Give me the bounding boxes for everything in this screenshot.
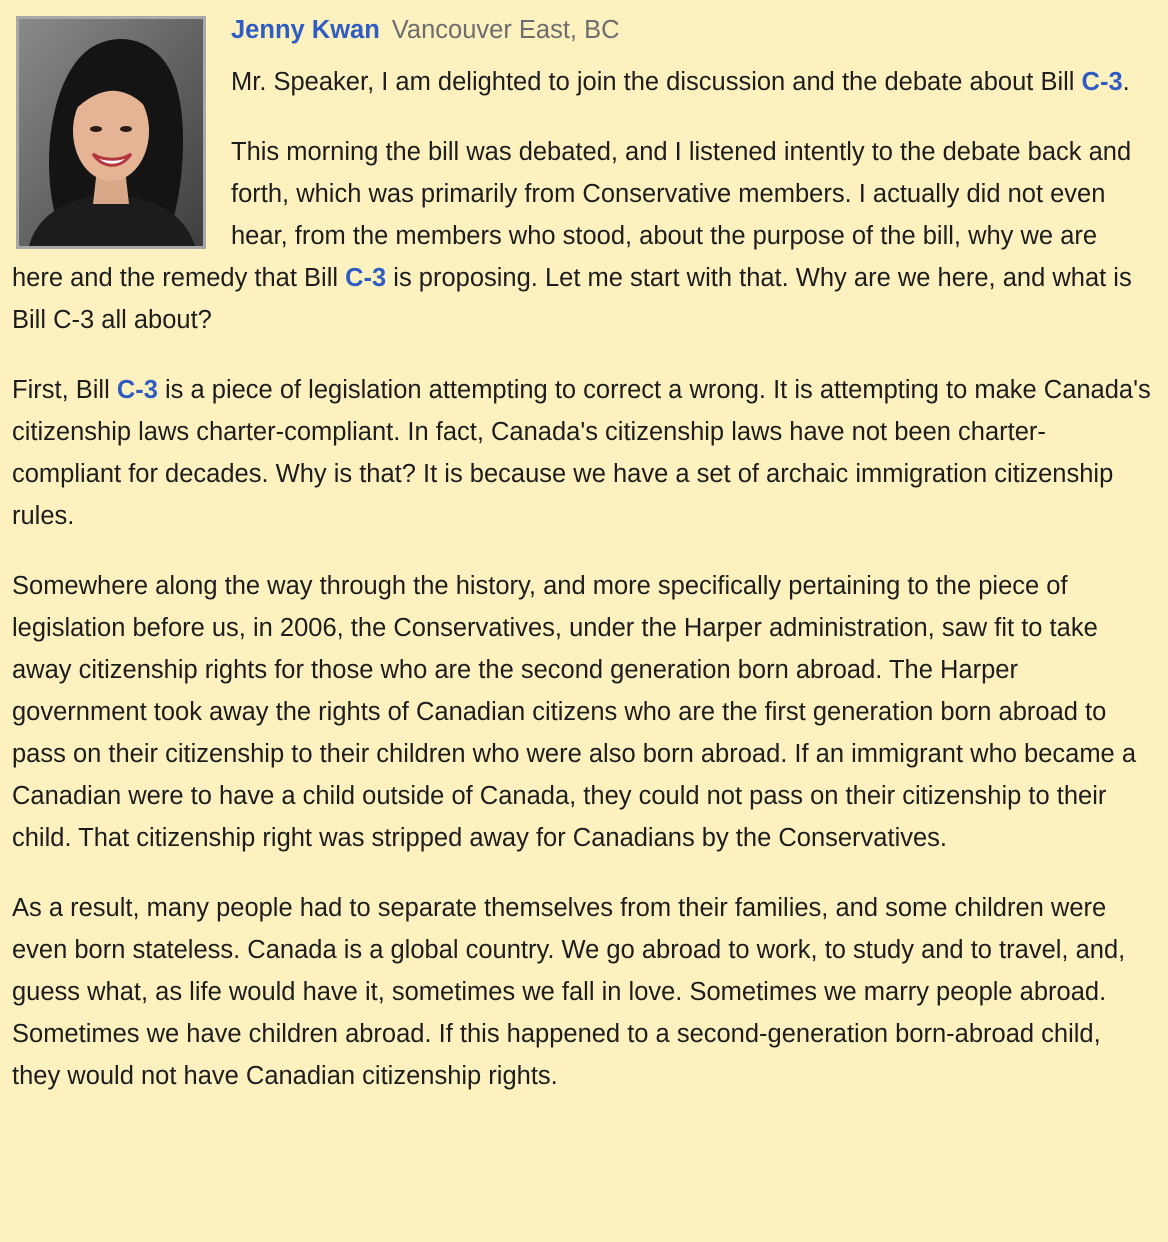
speaker-photo[interactable] [16, 16, 206, 249]
paragraph-text: First, Bill [12, 376, 117, 404]
paragraph-text: Mr. Speaker, I am delighted to join the discussion and the debate about Bill [231, 68, 1082, 96]
paragraph-5: As a result, many people had to separate themselves from their families, and some children were even born stateless. Canada is a global country. We go abroad to work, to study and to travel, and, guess what, as life would have it, sometimes we fall in love. Sometimes we marry people abroad. Sometimes we have children abroad. If this happened to a second-generation born-abroad child, they would not have Canadian citizenship rights. [12, 894, 1126, 1090]
bill-c3-link[interactable]: C-3 [1081, 68, 1123, 96]
speaker-riding: Vancouver East, BC [391, 16, 620, 44]
paragraph-text: This morning the bill was debated, and I listened intently to the debate back and forth, which was primarily from Conservative members. I actually did not even hear, from the members who stood, about the purpose of the bill, why we are here and the remedy that Bill [12, 138, 1132, 292]
paragraph-text: is proposing. Let me start with that. Why are we here, and what is Bill C-3 all about? [12, 264, 1132, 334]
speaker-name-link[interactable]: Jenny Kwan [231, 16, 380, 44]
bill-c3-link[interactable]: C-3 [345, 264, 387, 292]
paragraph-text: . [1122, 68, 1130, 96]
bill-c3-link[interactable]: C-3 [116, 376, 158, 404]
portrait-image [19, 19, 203, 246]
paragraph-4: Somewhere along the way through the history, and more specifically pertaining to the piece of legislation before us, in 2006, the Conservatives, under the Harper administration, saw fit to take away citizenship rights for those who are the second generation born abroad. The Harper government took away the rights of Canadian citizens who are the first generation born abroad to pass on their citizenship to their children who were also born abroad. If an immigrant who became a Canadian were to have a child outside of Canada, they could not pass on their citizenship to their child. That citizenship right was stripped away for Canadians by the Conservatives. [12, 572, 1137, 852]
paragraph-text: is a piece of legislation attempting to correct a wrong. It is attempting to make Canada's citizenship laws charter-compliant. In fact, Canada's citizenship laws have not been charter-compliant for decades. Why is that? It is because we have a set of archaic immigration citizenship rules. [12, 376, 1151, 530]
paragraph-3 [12, 369, 1152, 537]
